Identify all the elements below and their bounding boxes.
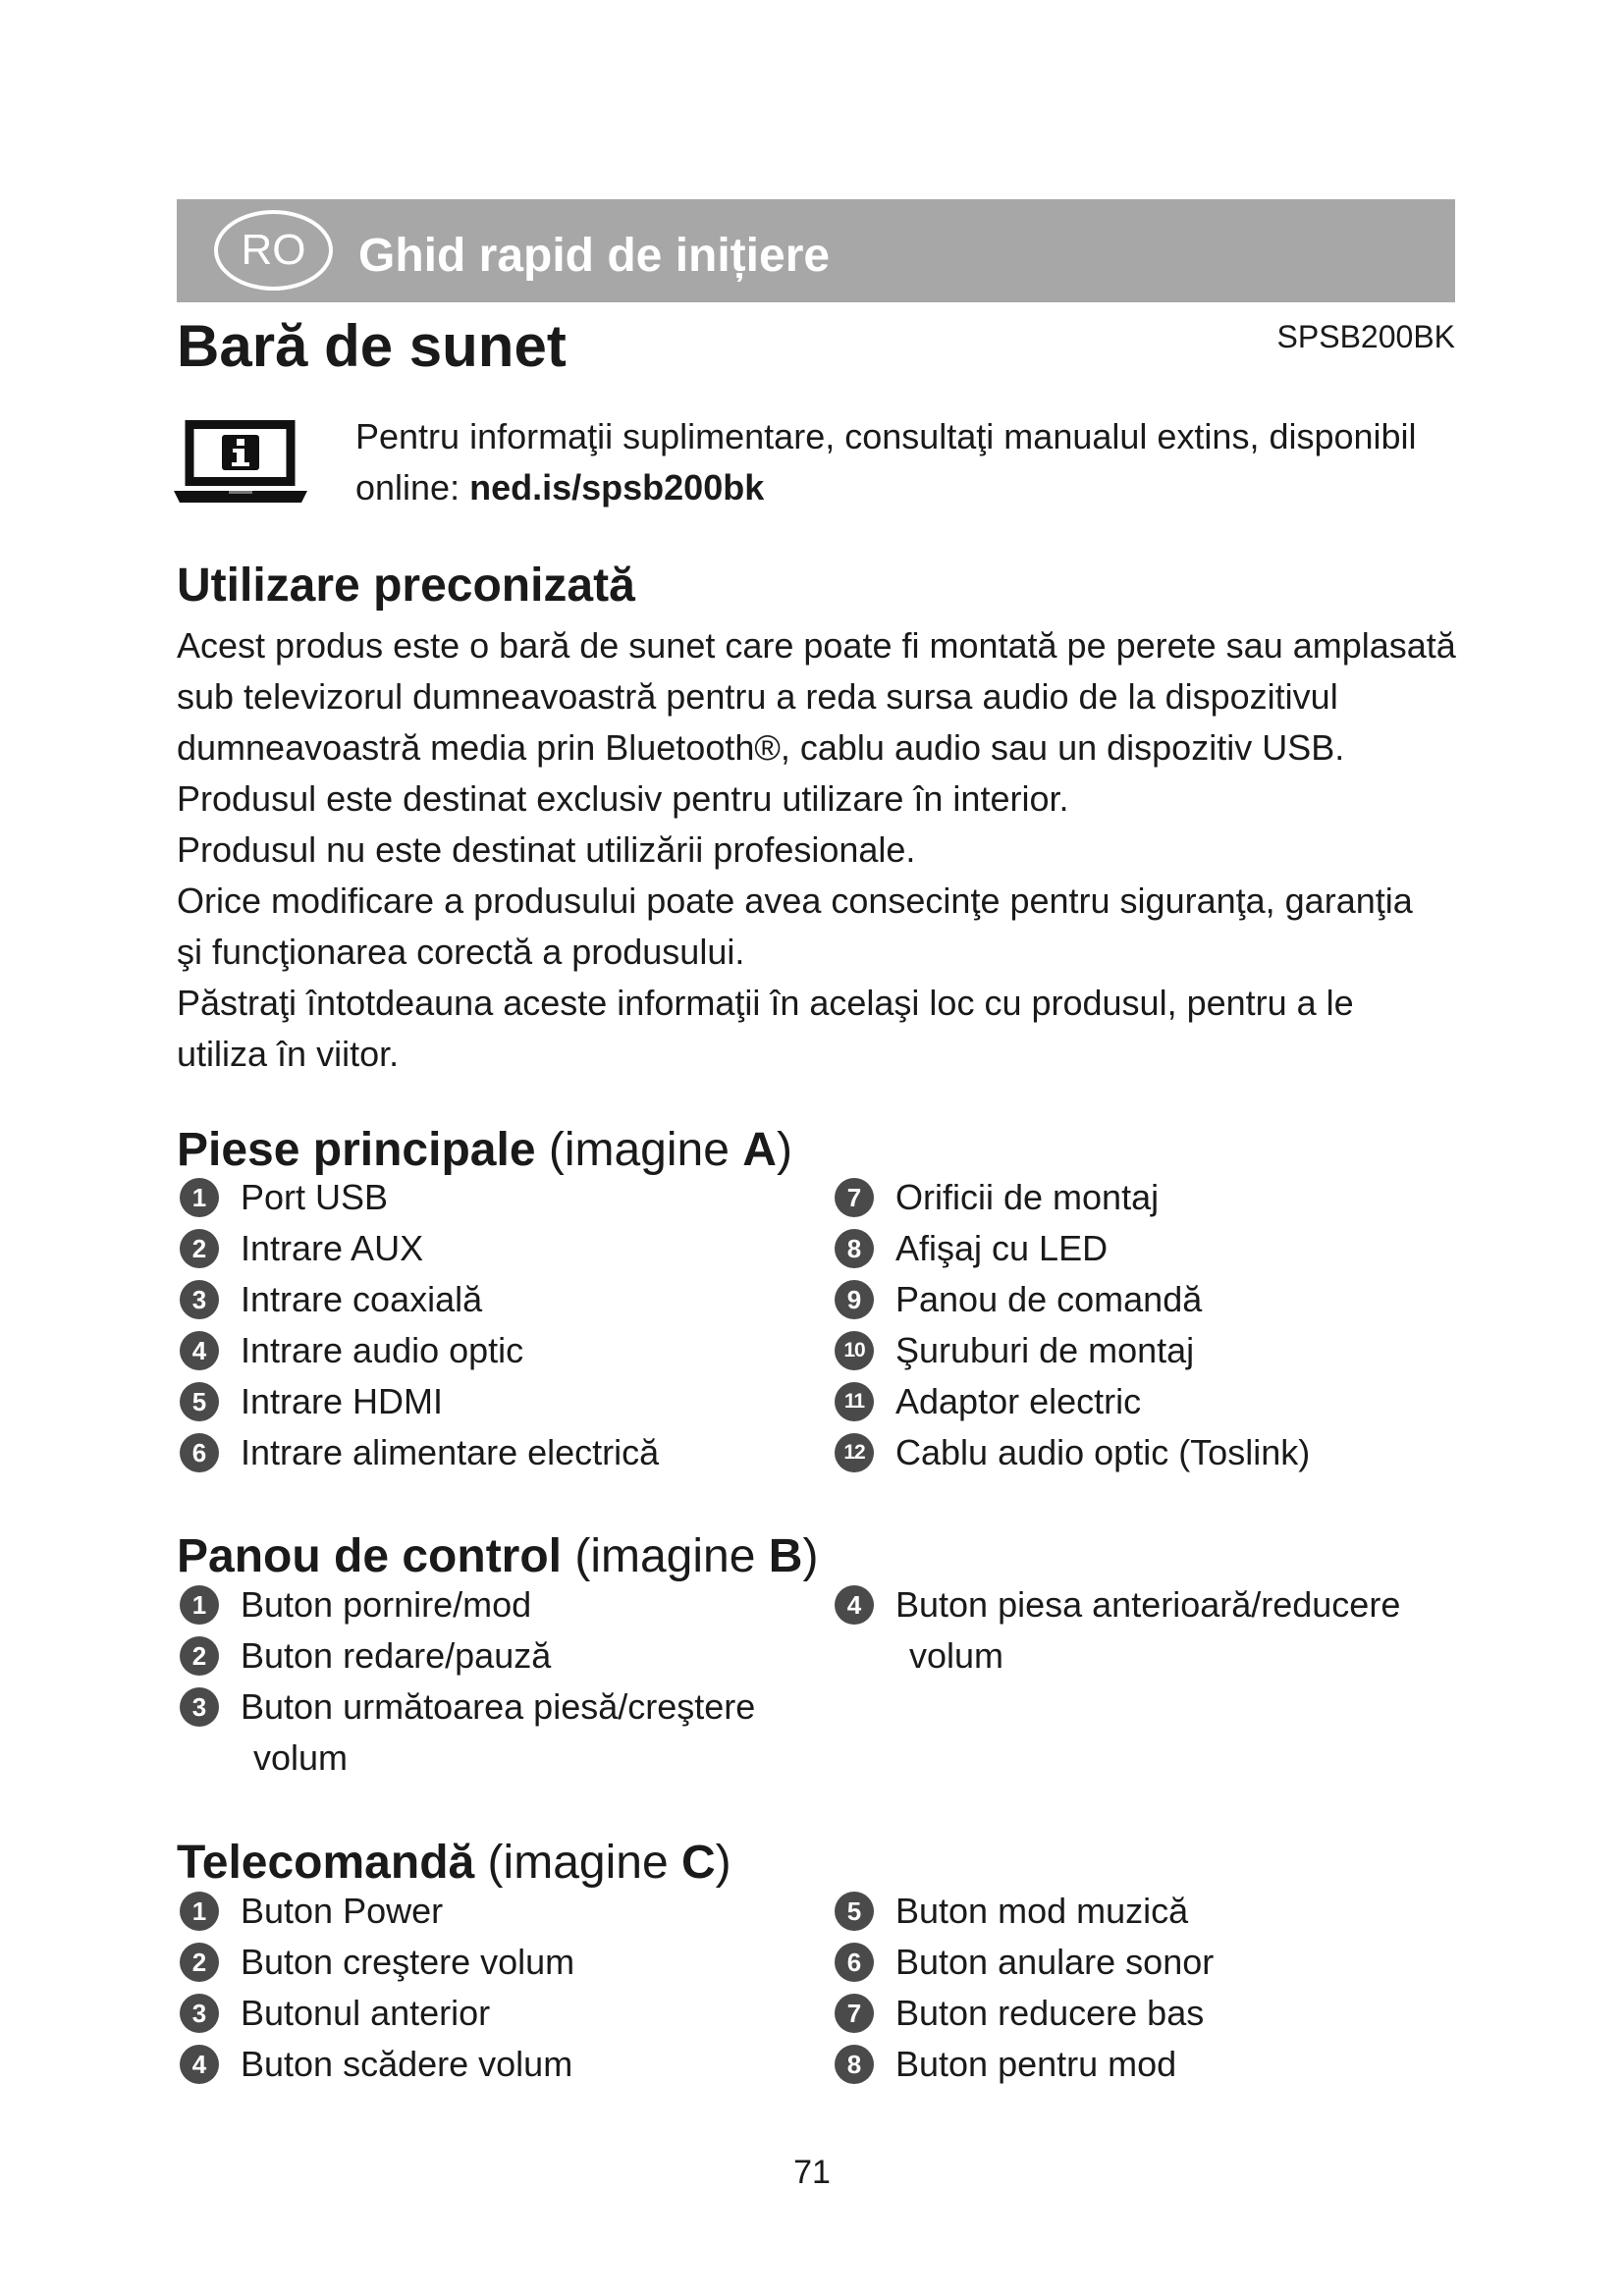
- item-label: Intrare coaxială: [241, 1279, 483, 1319]
- item-label: Afişaj cu LED: [895, 1228, 1109, 1268]
- online-manual-note: [355, 411, 1417, 513]
- item-label: Buton următoarea piesă/creştere: [241, 1686, 756, 1727]
- list-item: [180, 1172, 659, 1223]
- item-label: Buton creştere volum: [241, 1942, 575, 1982]
- list-item: [180, 1427, 659, 1478]
- laptop-info-icon: [174, 420, 307, 503]
- item-label: Buton pentru mod: [895, 2044, 1177, 2084]
- list-item: [180, 1886, 574, 1937]
- product-title: Bară de sunet: [177, 313, 567, 379]
- item-number-badge: 6: [835, 1943, 874, 1982]
- item-number-badge: 5: [835, 1892, 874, 1931]
- item-label: Intrare alimentare electrică: [241, 1432, 660, 1472]
- list-item: [180, 2039, 574, 2090]
- list-item: [180, 1579, 755, 1630]
- list-item: [180, 1223, 659, 1274]
- item-number-badge: 7: [835, 1178, 874, 1217]
- list-item: [180, 1682, 755, 1733]
- list-item: [835, 1172, 1310, 1223]
- paragraph-line: sub televizorul dumneavoastră pentru a reda sursa audio de la dispozitivul: [177, 676, 1338, 717]
- item-label: Buton reducere bas: [895, 1993, 1205, 2033]
- item-number-badge: 2: [180, 1636, 219, 1676]
- heading-text: (imagine: [562, 1530, 769, 1582]
- item-number-badge: 1: [180, 1892, 219, 1931]
- list-item: [180, 1988, 574, 2039]
- list-item: [180, 1325, 659, 1376]
- list-item: [835, 1886, 1214, 1937]
- paragraph-line: Păstraţi întotdeauna aceste informaţii în acelaşi loc cu produsul, pentru a le: [177, 983, 1354, 1023]
- heading-text: ): [715, 1837, 731, 1889]
- language-badge: RO: [214, 210, 333, 291]
- paragraph-line: dumneavoastră media prin Bluetooth®, cablu audio sau un dispozitiv USB.: [177, 727, 1345, 768]
- item-label: Buton pornire/mod: [241, 1584, 532, 1625]
- heading-bold: Piese principale: [177, 1124, 536, 1176]
- item-number-badge: 8: [835, 1229, 874, 1268]
- item-number-badge: 11: [835, 1382, 874, 1421]
- item-label: Intrare audio optic: [241, 1330, 524, 1370]
- item-number-badge: 1: [180, 1585, 219, 1625]
- item-label: Cablu audio optic (Toslink): [895, 1432, 1311, 1472]
- language-header-bar: [177, 199, 1455, 302]
- item-number-badge: 8: [835, 2045, 874, 2084]
- intended-use-heading-text: Utilizare preconizată: [177, 560, 635, 612]
- item-label: Panou de comandă: [895, 1279, 1203, 1319]
- item-label: Buton anulare sonor: [895, 1942, 1215, 1982]
- item-number-badge: 12: [835, 1433, 874, 1472]
- list-item: [180, 1937, 574, 1988]
- paragraph-line: Produsul nu este destinat utilizării profesionale.: [177, 829, 916, 870]
- item-number-badge: 9: [835, 1280, 874, 1319]
- item-label-continuation: volum: [909, 1635, 1004, 1676]
- list-item: [180, 1630, 755, 1682]
- paragraph-line: Acest produs este o bară de sunet care poate fi montată pe perete sau amplasată: [177, 625, 1456, 666]
- remote-list-left: [180, 1886, 574, 2090]
- item-number-badge: 1: [180, 1178, 219, 1217]
- main-parts-list-right: [835, 1172, 1310, 1478]
- item-number-badge: 2: [180, 1943, 219, 1982]
- item-number-badge: 2: [180, 1229, 219, 1268]
- item-label: Şuruburi de montaj: [895, 1330, 1195, 1370]
- item-label: Orificii de montaj: [895, 1177, 1160, 1217]
- quick-start-title: Ghid rapid de inițiere: [358, 230, 831, 282]
- item-number-badge: 6: [180, 1433, 219, 1472]
- section-heading-control-panel: [177, 1527, 818, 1586]
- paragraph-line: Produsul este destinat exclusiv pentru utilizare în interior.: [177, 778, 1069, 819]
- heading-image-letter: C: [680, 1837, 716, 1889]
- list-item: [835, 2039, 1214, 2090]
- control-panel-list-left: [180, 1579, 755, 1784]
- item-number-badge: 5: [180, 1382, 219, 1421]
- item-label: Butonul anterior: [241, 1993, 491, 2033]
- manual-link[interactable]: ned.is/spsb200bk: [469, 467, 765, 507]
- intended-use-paragraph: [177, 620, 1456, 1080]
- list-item: [180, 1274, 659, 1325]
- item-label-continuation: volum: [253, 1737, 349, 1778]
- item-number-badge: 4: [835, 1585, 874, 1625]
- online-manual-note-line1: Pentru informaţii suplimentare, consultaţi manualul extins, disponibil: [355, 416, 1417, 456]
- item-number-badge: 10: [835, 1331, 874, 1370]
- list-item: [835, 1223, 1310, 1274]
- item-label: Buton scădere volum: [241, 2044, 573, 2084]
- list-item: [835, 1937, 1214, 1988]
- item-label: Intrare HDMI: [241, 1381, 444, 1421]
- list-item: [835, 1376, 1310, 1427]
- section-heading-main-parts: [177, 1121, 792, 1180]
- section-heading-remote: [177, 1834, 731, 1893]
- list-item: [835, 1274, 1310, 1325]
- heading-text: ): [776, 1124, 792, 1176]
- item-label: Intrare AUX: [241, 1228, 424, 1268]
- main-parts-list-left: [180, 1172, 659, 1478]
- item-label: Buton redare/pauză: [241, 1635, 552, 1676]
- model-number: SPSB200BK: [1276, 319, 1455, 354]
- remote-list-right: [835, 1886, 1214, 2090]
- heading-text: ): [802, 1530, 819, 1582]
- heading-text: (imagine: [535, 1124, 743, 1176]
- list-item: [180, 1376, 659, 1427]
- list-item: [835, 1988, 1214, 2039]
- item-number-badge: 3: [180, 1280, 219, 1319]
- item-number-badge: 3: [180, 1994, 219, 2033]
- item-label: Port USB: [241, 1177, 389, 1217]
- heading-image-letter: B: [768, 1530, 803, 1582]
- heading-bold: Telecomandă: [177, 1837, 475, 1889]
- item-number-badge: 4: [180, 2045, 219, 2084]
- section-heading-intended-use: [177, 557, 635, 615]
- item-number-badge: 3: [180, 1687, 219, 1727]
- page-number: 71: [793, 2154, 831, 2191]
- control-panel-list-right: [835, 1579, 1400, 1682]
- heading-bold: Panou de control: [177, 1530, 563, 1582]
- paragraph-line: utiliza în viitor.: [177, 1034, 400, 1074]
- list-item: [835, 1427, 1310, 1478]
- paragraph-line: şi funcţionarea corectă a produsului.: [177, 932, 745, 972]
- heading-text: (imagine: [474, 1837, 681, 1889]
- online-prefix: online:: [355, 467, 470, 507]
- item-number-badge: 7: [835, 1994, 874, 2033]
- list-item: [835, 1579, 1400, 1630]
- heading-image-letter: A: [742, 1124, 777, 1176]
- item-label: Adaptor electric: [895, 1381, 1142, 1421]
- list-item: [835, 1325, 1310, 1376]
- item-label: Buton Power: [241, 1891, 444, 1931]
- online-manual-note-line2: [355, 462, 1417, 513]
- item-number-badge: 4: [180, 1331, 219, 1370]
- paragraph-line: Orice modificare a produsului poate avea consecinţe pentru siguranţa, garanţia: [177, 881, 1413, 921]
- item-label: Buton mod muzică: [895, 1891, 1189, 1931]
- item-label: Buton piesa anterioară/reducere: [895, 1584, 1401, 1625]
